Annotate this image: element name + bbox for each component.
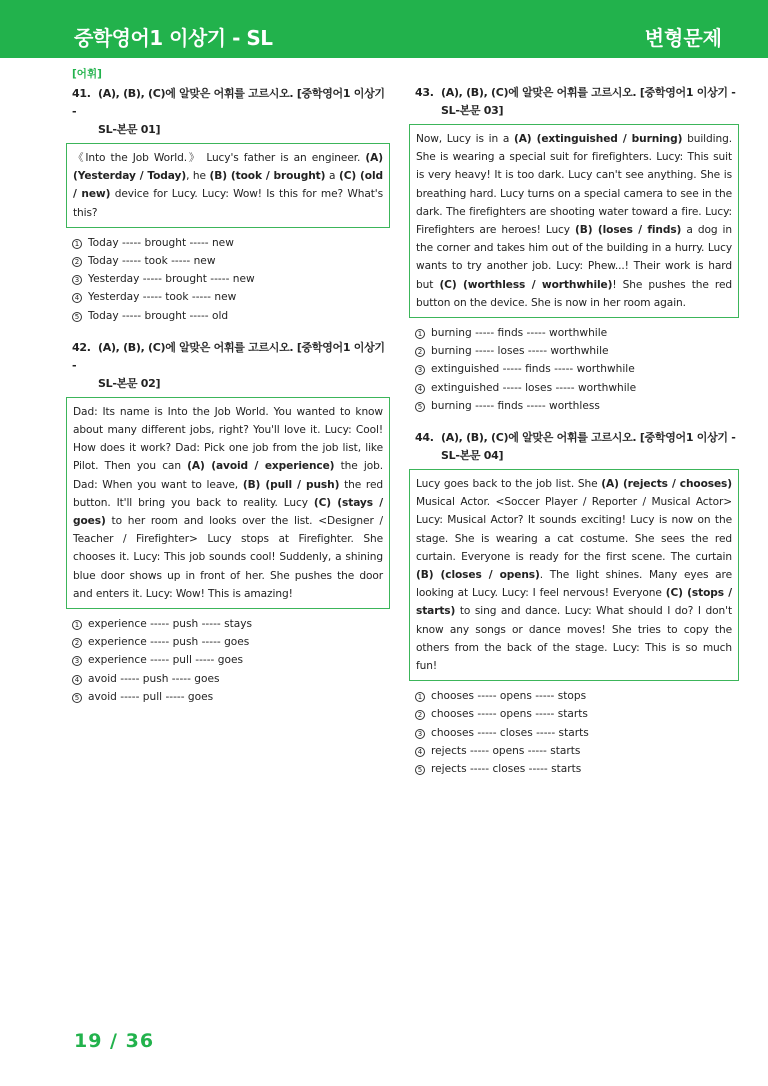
header-category: 변형문제 xyxy=(644,26,722,50)
option-text: avoid ----- pull ----- goes xyxy=(88,690,214,703)
blank-choice: (C) (worthless / worthwhile) xyxy=(439,278,613,291)
answer-option[interactable] xyxy=(415,760,739,778)
option-number-icon: 2 xyxy=(72,638,82,648)
option-text: experience ----- pull ----- goes xyxy=(88,654,243,667)
blank-choice: (A) (extinguished / burning) xyxy=(513,133,683,145)
answer-option[interactable] xyxy=(72,234,390,252)
section-label: [어휘] xyxy=(72,68,102,80)
passage-text: , he xyxy=(186,170,210,183)
passage-text: ! She pushes the red button on the device. She is now in her room again. xyxy=(416,278,732,309)
answer-option[interactable] xyxy=(72,615,390,633)
answer-option[interactable] xyxy=(415,342,739,360)
option-number-icon: 4 xyxy=(415,747,425,757)
question-number: 42. xyxy=(72,340,91,354)
question-title-line1: (A), (B), (C)에 알맞은 어휘를 고르시오. [중학영어1 이상기 - xyxy=(72,340,385,372)
passage-text: 《Into the Job World.》 Lucy's father is an engineer. xyxy=(73,152,366,164)
option-number-icon: 2 xyxy=(415,710,425,720)
answer-option[interactable] xyxy=(415,705,739,723)
option-number-icon: 1 xyxy=(415,692,425,702)
question-41 xyxy=(66,85,390,325)
passage-text: device for Lucy. Lucy: Wow! Is this for me? What's this? xyxy=(73,188,383,219)
option-text: chooses ----- opens ----- stops xyxy=(431,690,587,703)
blank-choice: (A) (avoid / experience) xyxy=(187,460,335,473)
passage-text: a xyxy=(325,170,339,183)
question-title-line2: SL-본문 04] xyxy=(441,449,504,463)
option-number-icon: 5 xyxy=(72,693,82,703)
page-number: 19 / 36 xyxy=(74,1030,155,1052)
question-title-line1: (A), (B), (C)에 알맞은 어휘를 고르시오. [중학영어1 이상기 - xyxy=(441,86,736,99)
page-header xyxy=(0,0,768,58)
option-number-icon: 2 xyxy=(415,347,425,357)
option-text: chooses ----- closes ----- starts xyxy=(431,726,589,739)
passage-text: a dog in the corner and takes him out of the building in a hurry. Lucy wants to try another job. Lucy: Phew...! Their work is hard but xyxy=(416,224,732,291)
option-number-icon: 1 xyxy=(415,329,425,339)
option-number-icon: 2 xyxy=(72,257,82,267)
answer-option[interactable] xyxy=(415,724,739,742)
passage-box xyxy=(409,469,739,681)
question-title-line2: SL-본문 03] xyxy=(441,104,504,117)
question-43 xyxy=(409,84,739,415)
blank-choice: (A) (rejects / chooses) xyxy=(601,478,733,491)
right-column xyxy=(409,84,739,778)
answer-option[interactable] xyxy=(415,742,739,760)
passage-text: Now, Lucy is in a xyxy=(416,133,514,145)
question-44 xyxy=(409,429,739,778)
option-text: extinguished ----- loses ----- worthwhile xyxy=(431,381,637,394)
answer-option[interactable] xyxy=(72,651,390,669)
option-number-icon: 5 xyxy=(72,312,82,322)
passage-text: Dad: Its name is Into the Job World. You wanted to know about many different jobs, right? You'll love it. Lucy: Cool! How does it work? Dad: Pick one job from the job list, like Pilot. Then you can xyxy=(73,405,383,473)
option-number-icon: 4 xyxy=(415,384,425,394)
question-number: 41. xyxy=(72,87,91,100)
question-title xyxy=(409,84,739,120)
left-column xyxy=(66,66,390,706)
passage-box xyxy=(409,124,739,318)
question-number: 43. xyxy=(415,86,434,99)
answer-option[interactable] xyxy=(415,687,739,705)
header-title: 중학영어1 이상기 - SL xyxy=(74,26,273,50)
passage-text: to sing and dance. Lucy: What should I do? I don't know any songs or dance moves! She tries to copy the others from the back of the stage. Lucy: This is so much fun! xyxy=(416,605,732,673)
question-title-line2: SL-본문 02] xyxy=(98,376,161,390)
question-title xyxy=(409,429,739,465)
answer-options xyxy=(409,324,739,415)
option-number-icon: 5 xyxy=(415,765,425,775)
option-number-icon: 5 xyxy=(415,402,425,412)
question-42 xyxy=(66,339,390,706)
option-text: burning ----- finds ----- worthwhile xyxy=(431,327,608,340)
option-text: Yesterday ----- brought ----- new xyxy=(88,273,255,286)
option-text: chooses ----- opens ----- starts xyxy=(431,708,588,721)
answer-options xyxy=(409,687,739,778)
blank-choice: (C) (stops / starts) xyxy=(416,587,732,618)
blank-choice: (B) (closes / opens) xyxy=(416,569,540,582)
question-title-line1: (A), (B), (C)에 알맞은 어휘를 고르시오. [중학영어1 이상기 - xyxy=(72,87,385,118)
answer-options xyxy=(66,615,390,706)
answer-option[interactable] xyxy=(72,670,390,688)
option-number-icon: 3 xyxy=(415,365,425,375)
answer-option[interactable] xyxy=(415,324,739,342)
answer-option[interactable] xyxy=(415,397,739,415)
passage-text: the job. Dad: When you want to leave, xyxy=(73,460,383,491)
option-text: Yesterday ----- took ----- new xyxy=(88,291,237,304)
blank-choice: (B) (took / brought) xyxy=(209,170,326,183)
option-text: avoid ----- push ----- goes xyxy=(88,672,220,685)
question-title xyxy=(66,85,390,139)
answer-options xyxy=(66,234,390,325)
passage-text: to her room and looks over the list. <Designer / Teacher / Firefighter> Lucy stops at Firefighter. She chooses it. Lucy: This job sounds cool! Suddenly, a shining blue door shows up in front of her. She pushes the door and enters it. Lucy: Wow! This is amazing! xyxy=(73,515,383,600)
option-text: extinguished ----- finds ----- worthwhile xyxy=(431,363,635,376)
question-number: 44. xyxy=(415,431,434,445)
blank-choice: (C) (old / new) xyxy=(73,170,383,201)
answer-option[interactable] xyxy=(415,379,739,397)
question-title-line1: (A), (B), (C)에 알맞은 어휘를 고르시오. [중학영어1 이상기 - xyxy=(441,431,736,445)
option-number-icon: 3 xyxy=(72,656,82,666)
answer-option[interactable] xyxy=(72,307,390,325)
answer-option[interactable] xyxy=(415,360,739,378)
option-number-icon: 4 xyxy=(72,293,82,303)
option-text: Today ----- brought ----- new xyxy=(88,236,234,249)
answer-option[interactable] xyxy=(72,688,390,706)
question-title xyxy=(66,339,390,393)
blank-choice: (B) (pull / push) xyxy=(242,478,340,491)
option-text: Today ----- took ----- new xyxy=(88,255,216,268)
blank-choice: (C) (stays / goes) xyxy=(73,496,383,528)
option-text: rejects ----- closes ----- starts xyxy=(431,763,582,776)
answer-option[interactable] xyxy=(72,288,390,306)
option-number-icon: 1 xyxy=(72,239,82,249)
option-text: experience ----- push ----- goes xyxy=(88,636,250,649)
option-text: burning ----- finds ----- worthless xyxy=(431,399,600,412)
option-number-icon: 3 xyxy=(72,275,82,285)
passage-text: Lucy goes back to the job list. She xyxy=(416,478,602,491)
answer-option[interactable] xyxy=(72,270,390,288)
question-title-line2: SL-본문 01] xyxy=(98,123,161,136)
option-text: experience ----- push ----- stays xyxy=(88,618,253,631)
answer-option[interactable] xyxy=(72,633,390,651)
passage-box xyxy=(66,143,390,228)
option-text: rejects ----- opens ----- starts xyxy=(431,744,581,757)
option-text: Today ----- brought ----- old xyxy=(88,309,229,322)
option-number-icon: 4 xyxy=(72,675,82,685)
option-text: burning ----- loses ----- worthwhile xyxy=(431,345,609,358)
passage-text: Musical Actor. <Soccer Player / Reporter / Musical Actor> Lucy: Musical Actor? It sounds exciting! Lucy is now on the stage. She is wearing a cat costume. She sees the red curtain. Everyone is ready for the first scene. The curtain xyxy=(416,496,732,563)
blank-choice: (B) (loses / finds) xyxy=(575,224,682,237)
passage-box xyxy=(66,397,390,609)
answer-option[interactable] xyxy=(72,252,390,270)
option-number-icon: 3 xyxy=(415,729,425,739)
passage-text: building. She is wearing a special suit for firefighters. Lucy: This suit is very heavy! It is too dark. Lucy can't see anything. She is breathing hard. Lucy turns on a special camera to see in the dark. The firefighters are shooting water toward a fire. Lucy: Firefighters are heroes! Lucy xyxy=(416,133,732,237)
blank-choice: (A) (Yesterday / Today) xyxy=(73,152,383,183)
passage-text: the red button. It'll bring you back to reality. Lucy xyxy=(73,478,383,509)
option-number-icon: 1 xyxy=(72,620,82,630)
passage-text: . The light shines. Many eyes are looking at Lucy. Lucy: I feel nervous! Everyone xyxy=(416,569,732,600)
